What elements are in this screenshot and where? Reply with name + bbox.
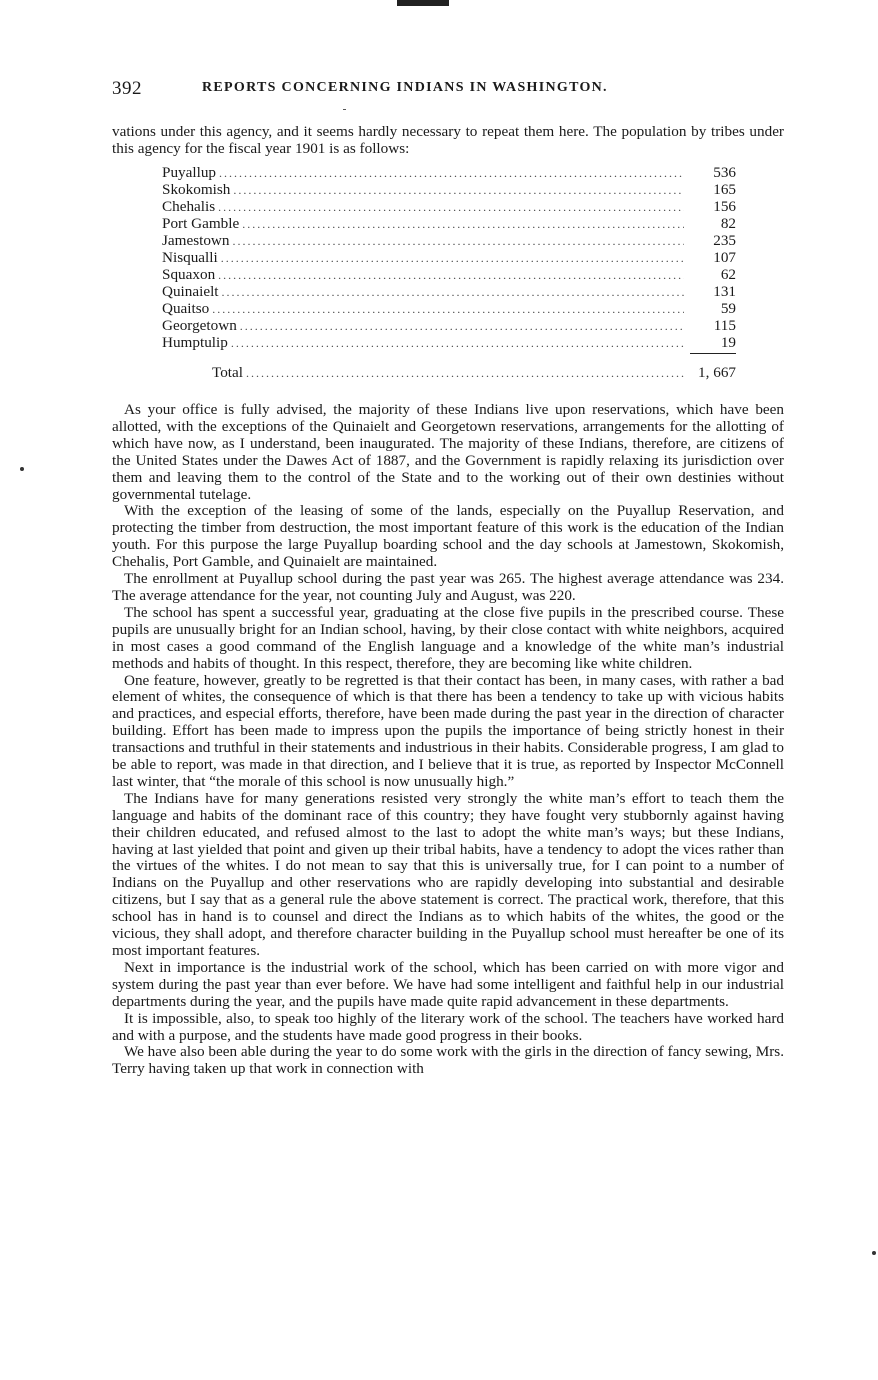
tribe-count: 536 (713, 164, 736, 181)
dot-leader (221, 251, 684, 266)
dot-leader (218, 268, 684, 283)
table-row (162, 198, 736, 215)
tribe-name: Chehalis (162, 198, 216, 215)
dot-leader (242, 217, 684, 232)
dot-leader (233, 183, 684, 198)
paragraph: One feature, however, greatly to be regretted is that their contact has been, in many cases, with rather a bad element of whites, the consequence of which is that there has been a tendency to take up with vicious habits and practices, and especial efforts, therefore, have been made during the past year in the direction of character building. Effort has been made to impress upon the pupils the importance of being strictly honest in their transactions and truthful in their statements and industrious in their habits. Considerable progress, I am glad to be able to report, was made in that direction, and I believe that it is true, as reported by Inspector McConnell last winter, that “the morale of this school is now unusually high.” (112, 671, 784, 790)
total-row (162, 364, 736, 381)
dot-leader (231, 336, 684, 351)
dot-leader (218, 200, 684, 215)
tribe-count: 235 (713, 232, 736, 249)
tribe-count: 131 (713, 283, 736, 300)
paragraph: With the exception of the leasing of some of the lands, especially on the Puyallup Reservation, and protecting the timber from destruction, the most important feature of this work is the education of the Indian youth. For this purpose the large Puyallup boarding school and the day schools at Jamestown, Skokomish, Chehalis, Port Gamble, and Quinaielt are maintained. (112, 502, 784, 571)
total-value: 1, 667 (698, 364, 736, 381)
page-header (112, 78, 784, 104)
paragraph: It is impossible, also, to speak too highly of the literary work of the school. The teachers have worked hard and with a purpose, and the students have made good progress in their books. (112, 1009, 784, 1044)
tribe-name: Humptulip (162, 334, 228, 351)
dot-leader (233, 234, 685, 249)
tribe-count: 59 (720, 300, 736, 317)
tribe-name: Port Gamble (162, 215, 240, 232)
tribe-name: Skokomish (162, 181, 231, 198)
running-title: REPORTS CONCERNING INDIANS IN WASHINGTON. (202, 80, 608, 95)
dot-leader (219, 166, 684, 181)
table-row (162, 317, 736, 334)
table-row (162, 164, 736, 181)
page-number: 392 (112, 78, 142, 99)
tribe-count: 62 (720, 266, 736, 283)
paragraph: The enrollment at Puyallup school during the past year was 265. The highest average attendance was 234. The average attendance for the year, not counting July and August, was 220. (112, 570, 784, 604)
table-row (162, 334, 736, 351)
tribe-name: Quaitso (162, 300, 210, 317)
tribe-name: Georgetown (162, 317, 237, 334)
dot-leader (240, 319, 684, 334)
table-row (162, 215, 736, 232)
margin-dot (20, 467, 24, 471)
tribe-count: 19 (720, 334, 736, 351)
paragraph: The school has spent a successful year, graduating at the close five pupils in the prescribed course. These pupils are unusually bright for an Indian school, having, by their close contact with white neighbors, acquired in most cases a good command of the English language and a knowledge of the white man’s industrial methods and habits of thought. In this respect, therefore, they are becoming like white children. (112, 603, 784, 672)
body-text (112, 402, 784, 1078)
table-row (162, 266, 736, 283)
table-row (162, 300, 736, 317)
tribe-count: 115 (713, 317, 736, 334)
edge-dot (872, 1251, 876, 1255)
dot-leader (222, 285, 684, 300)
population-table (162, 164, 736, 381)
intro-paragraph: vations under this agency, and it seems hardly necessary to repeat them here. The population by tribes under this agency for the fiscal year 1901 is as follows: (112, 123, 784, 157)
scan-top-mark (397, 0, 449, 6)
tribe-count: 107 (713, 249, 736, 266)
total-rule (690, 353, 736, 354)
dot-leader (212, 302, 684, 317)
table-row (162, 232, 736, 249)
tribe-name: Puyallup (162, 164, 217, 181)
tribe-count: 156 (713, 198, 736, 215)
total-label: Total (212, 364, 243, 381)
tribe-name: Squaxon (162, 266, 216, 283)
tribe-name: Jamestown (162, 232, 230, 249)
paragraph: We have also been able during the year to do some work with the girls in the direction of fancy sewing, Mrs. Terry having taken up that work in connection with (112, 1043, 784, 1078)
table-row (162, 249, 736, 266)
intro-text (112, 124, 784, 158)
paragraph: As your office is fully advised, the majority of these Indians live upon reservations, which have been allotted, with the exceptions of the Quinaielt and Georgetown reservations, arrangements for the allotting of which have now, as I understand, been inaugurated. The majority of these Indians, therefore, are citizens of the United States under the Dawes Act of 1887, and the Government is rapidly relaxing its jurisdiction over them and leaving them to the control of the State and to the working out of their own destinies without governmental tutelage. (112, 401, 784, 503)
table-row (162, 283, 736, 300)
tribe-count: 165 (713, 181, 736, 198)
dot-leader (246, 366, 684, 381)
tribe-name: Nisqualli (162, 249, 218, 266)
tribe-count: 82 (720, 215, 736, 232)
paragraph: The Indians have for many generations resisted very strongly the white man’s effort to teach them the language and habits of the dominant race of this country; they have fought very stubbornly against having their children educated, and refused almost to the last to adopt the white man’s ways; but these Indians, having at last yielded that point and given up their tribal habits, have a tendency to adopt the vices rather than the virtues of the whites. I do not mean to say that this is universally true, for I can point to a number of Indians on the Puyallup and other reservations who are rapidly developing into substantial and desirable citizens, but I say that as a general rule the above statement is correct. The practical work, therefore, that this school has in hand is to counsel and direct the Indians as to which habits of the whites, the good or the vicious, they shall adopt, and therefore character building in the Puyallup school must hereafter be one of its most important features. (112, 789, 784, 959)
table-row (162, 181, 736, 198)
tribe-name: Quinaielt (162, 283, 219, 300)
header-tick (343, 109, 346, 110)
paragraph: Next in importance is the industrial work of the school, which has been carried on with more vigor and system during the past year than ever before. We have had some intelligent and faithful help in our industrial departments during the year, and the pupils have made quite rapid advancement in these departments. (112, 958, 784, 1010)
